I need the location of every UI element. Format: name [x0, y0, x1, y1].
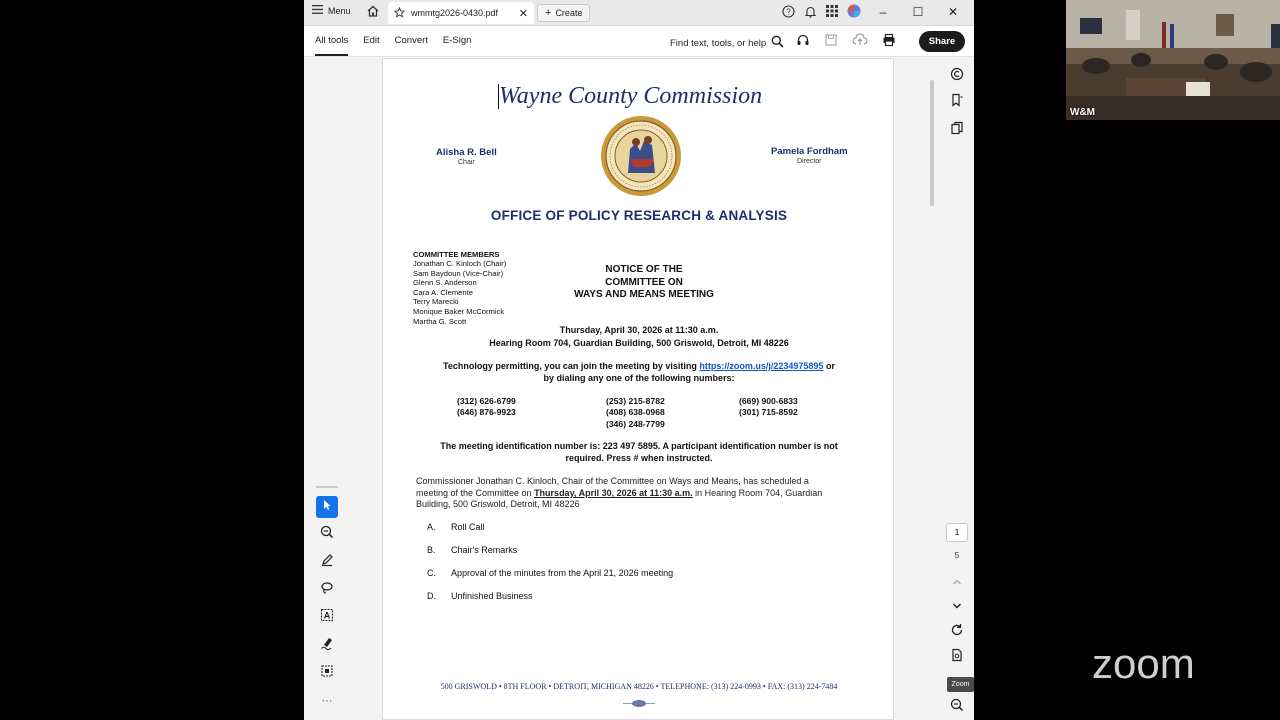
lasso-icon [320, 581, 334, 600]
agenda-item: Approval of the minutes from the April 21, 2026 meeting [451, 568, 674, 578]
print-icon[interactable] [882, 33, 896, 50]
sign-pen-icon [320, 636, 334, 655]
notice-line: NOTICE OF THE [605, 264, 683, 275]
more-tools-button[interactable] [316, 690, 338, 712]
quick-tools-bar [313, 482, 341, 712]
copyright-comment-icon [950, 67, 964, 86]
chair-name: Alisha R. Bell [436, 147, 497, 158]
page-footer: 500 GRISWOLD • 8TH FLOOR • DETROIT, MICHIGAN 48226 • TELEPHONE: (313) 224-0993 • FAX: (313) 224-7484 [440, 682, 838, 691]
total-pages: 5 [954, 551, 960, 560]
tech-line-text: Technology permitting, you can join the meeting by visiting [443, 361, 700, 371]
search-icon [771, 35, 784, 51]
county-seal-logo [600, 115, 682, 197]
toolbar-divider [316, 486, 338, 488]
tab-e-sign[interactable]: E-Sign [442, 35, 472, 46]
create-button[interactable] [537, 4, 590, 22]
main-tabs [315, 35, 471, 46]
body-line-2 [416, 488, 822, 498]
zoom-logo-text: zoom [1092, 640, 1195, 687]
main-toolbar [304, 26, 974, 57]
cloud-upload-icon[interactable] [852, 33, 868, 50]
agenda-letter: A. [427, 522, 436, 532]
body-line-1: Commissioner Jonathan C. Kinloch, Chair of the Committee on Ways and Means, has scheduled a [416, 476, 809, 486]
agenda-letter: C. [427, 568, 436, 578]
comment-tool-button[interactable] [316, 524, 338, 546]
comment-panel-button[interactable] [945, 65, 969, 87]
meeting-room-video-image [1066, 0, 1280, 120]
svg-text:A: A [323, 610, 331, 621]
bookmarks-panel-button[interactable] [945, 91, 969, 113]
director-name: Pamela Fordham [771, 146, 848, 157]
current-page-input[interactable]: 1 [946, 523, 968, 542]
pdf-viewer-window [304, 0, 974, 720]
help-icon[interactable] [782, 5, 795, 20]
chevron-up-icon [952, 573, 962, 591]
find-tools-search[interactable] [670, 35, 784, 51]
tab-edit[interactable]: Edit [363, 35, 380, 46]
phone-number: (346) 248-7799 [606, 419, 665, 429]
tech-line-or: or [823, 361, 835, 371]
tab-convert[interactable]: Convert [394, 35, 428, 46]
star-icon[interactable] [394, 7, 405, 20]
body-line-2-pre: meeting of the Committee on [416, 488, 535, 498]
agenda-item: Chair's Remarks [451, 545, 518, 555]
agenda-letter: D. [427, 591, 436, 601]
pages-panel-button[interactable] [945, 119, 969, 141]
toolbar-icons [796, 33, 896, 50]
title-bar-actions [782, 4, 966, 20]
find-tools-label: Find text, tools, or help [670, 37, 767, 49]
close-tab-icon[interactable]: ✕ [518, 7, 528, 20]
select-tool-button[interactable] [316, 496, 338, 518]
organize-tool-button[interactable] [316, 662, 338, 684]
create-label: Create [555, 8, 583, 18]
member-item: Sam Baydoun (Vice-Chair) [413, 269, 504, 278]
document-tab[interactable] [388, 2, 534, 24]
draw-tool-button[interactable] [316, 579, 338, 601]
zoom-tooltip: Zoom [947, 677, 974, 692]
chair-role: Chair [458, 159, 475, 166]
tech-line-2: by dialing any one of the following numbers: [543, 373, 735, 383]
apps-grid-icon[interactable] [826, 5, 838, 19]
notice-line: COMMITTEE ON [605, 277, 683, 288]
member-item: Jonathan C. Kinloch (Chair) [413, 259, 507, 268]
previous-page-button[interactable] [945, 571, 969, 593]
meeting-date-line: Thursday, April 30, 2026 at 11:30 a.m. [559, 325, 719, 335]
body-line-2-date: Thursday, April 30, 2026 at 11:30 a.m. [534, 488, 693, 498]
phone-number: (253) 215-8782 [606, 396, 665, 406]
phone-number: (646) 876-9923 [457, 407, 516, 417]
headset-icon[interactable] [796, 33, 810, 50]
phone-number: (312) 626-6799 [457, 396, 516, 406]
highlight-tool-button[interactable] [316, 551, 338, 573]
save-icon[interactable] [824, 33, 838, 50]
participant-video-thumbnail[interactable] [1066, 0, 1280, 120]
share-button[interactable]: Share [919, 31, 965, 52]
member-item: Martha G. Scott [413, 317, 467, 326]
svg-text:?: ? [786, 6, 791, 16]
member-item: Cara A. Clemente [413, 288, 473, 297]
sign-tool-button[interactable] [316, 635, 338, 657]
director-role: Director [797, 158, 822, 165]
scrollbar-thumb[interactable] [930, 80, 934, 206]
hamburger-icon [312, 5, 323, 16]
home-button[interactable] [366, 4, 380, 20]
pen-icon [320, 553, 334, 572]
agenda-item: Unfinished Business [451, 591, 533, 601]
menu-button[interactable] [312, 5, 351, 16]
menu-label: Menu [328, 5, 351, 16]
meeting-id-line-1: The meeting identification number is: 223 497 5895. A participant identification number is not [440, 441, 838, 451]
zoom-meeting-link[interactable]: https://zoom.us/j/2234975895 [699, 361, 824, 371]
bell-icon[interactable] [804, 5, 817, 20]
text-tool-button[interactable] [316, 607, 338, 629]
account-avatar-icon[interactable] [847, 4, 861, 20]
meeting-location-line: Hearing Room 704, Guardian Building, 500 Griswold, Detroit, MI 48226 [489, 338, 789, 348]
participant-name-label: W&M [1070, 107, 1095, 118]
text-box-icon [320, 608, 334, 627]
document-search-icon [950, 648, 964, 667]
zoom-button[interactable] [945, 696, 969, 718]
title-bar [304, 0, 974, 26]
member-item: Glenn S. Anderson [413, 278, 477, 287]
copy-pages-icon [950, 121, 964, 140]
zoom-out-icon [950, 698, 964, 717]
maximize-icon[interactable]: ☐ [912, 5, 924, 19]
plus-icon: + [545, 7, 552, 19]
notice-line: WAYS AND MEANS MEETING [574, 289, 714, 300]
meeting-id-line-2: required. Press # when instructed. [565, 453, 713, 463]
more-dots-icon: ··· [321, 695, 333, 708]
phone-number: (669) 900-6833 [739, 396, 798, 406]
footer-ornament-icon [623, 699, 655, 708]
pdf-page [382, 58, 894, 720]
member-item: Terry Marecki [413, 297, 459, 306]
cursor-arrow-icon [321, 498, 333, 516]
members-header: COMMITTEE MEMBERS [413, 250, 500, 259]
zoom-logo [1092, 640, 1232, 690]
office-title: OFFICE OF POLICY RESEARCH & ANALYSIS [490, 208, 788, 223]
comment-zoom-icon [320, 525, 334, 544]
tab-all-tools[interactable]: All tools [315, 35, 349, 46]
phone-number: (301) 715-8592 [739, 407, 798, 417]
refresh-icon [950, 623, 964, 642]
member-item: Monique Baker McCormick [413, 307, 505, 316]
agenda-item: Roll Call [451, 522, 485, 532]
phone-number: (408) 638-0968 [606, 407, 665, 417]
close-window-icon[interactable]: ✕ [947, 5, 959, 19]
next-page-button[interactable] [945, 595, 969, 617]
commission-heading: Wayne County Commission [499, 83, 763, 109]
agenda-letter: B. [427, 545, 436, 555]
page-select-icon [320, 664, 334, 683]
chevron-down-icon [952, 597, 962, 615]
body-line-3: Building, 500 Griswold, Detroit, MI 48226 [416, 499, 580, 509]
tab-title: wmmtg2026-0430.pdf [411, 8, 499, 18]
rotate-button[interactable] [945, 621, 969, 643]
minimize-icon[interactable]: – [879, 5, 887, 19]
home-icon [366, 4, 380, 20]
body-line-2-post: in Hearing Room 704, Guardian [692, 488, 823, 498]
tech-line-1 [383, 361, 895, 371]
page-fit-button[interactable] [945, 646, 969, 668]
bookmark-icon [950, 93, 964, 112]
